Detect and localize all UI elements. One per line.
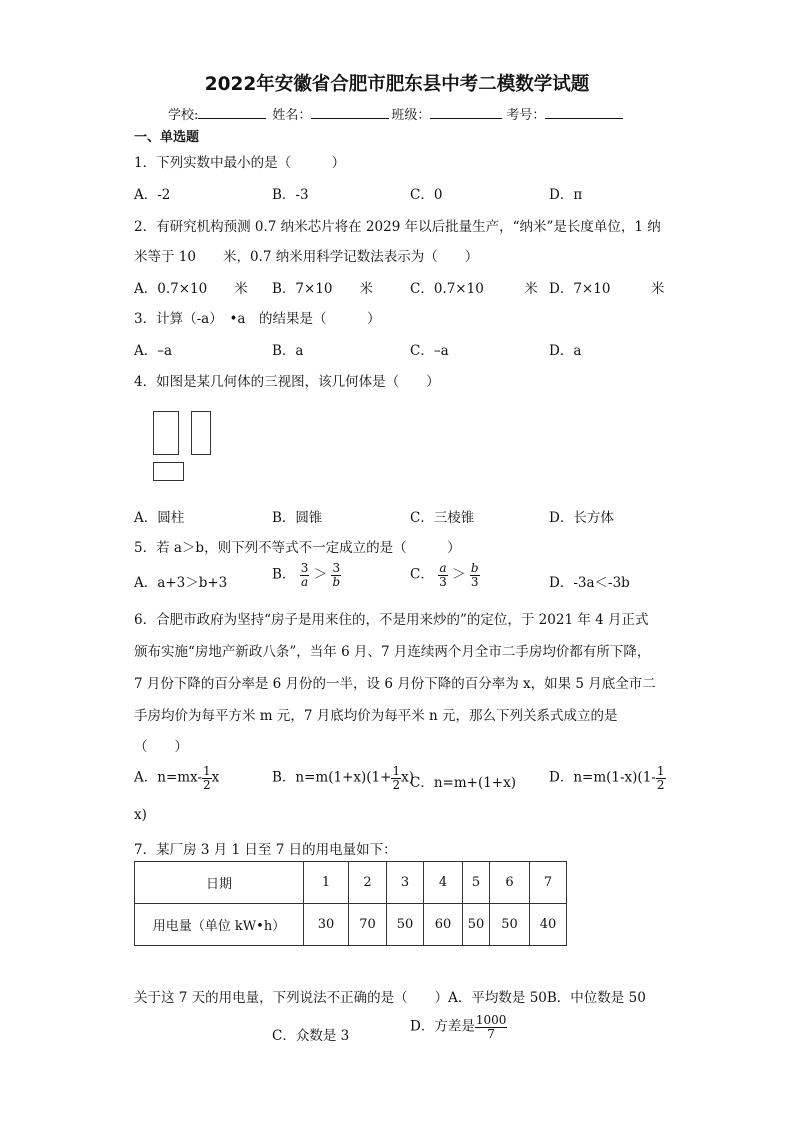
q6-option-b-text: B．n=m(1+x)(1+ bbox=[272, 769, 392, 786]
q2-option-d: D．7×10 米 bbox=[549, 281, 665, 297]
numerator: 1 bbox=[392, 764, 401, 778]
q5-option-c-label: C． bbox=[410, 566, 434, 583]
q5-stem: 5．若 a＞b，则下列不等式不一定成立的是（ ） bbox=[134, 540, 461, 556]
exam-no-label: 考号： bbox=[506, 108, 546, 123]
denominator: b bbox=[332, 574, 341, 589]
fraction bbox=[438, 562, 448, 588]
q5-option-a: A．a+3＞b+3 bbox=[134, 575, 228, 591]
numerator: b bbox=[470, 561, 479, 575]
class-label: 班级： bbox=[391, 108, 431, 123]
fraction bbox=[331, 562, 341, 588]
q6-option-d bbox=[549, 765, 666, 791]
table-cell: 70 bbox=[349, 904, 387, 946]
q6-line1: 6．合肥市政府为坚持“房子是用来住的，不是用来炒的”的定位，于 2021 年 4 月正式 bbox=[134, 612, 649, 628]
denominator: 7 bbox=[487, 1026, 495, 1041]
numerator: 3 bbox=[332, 561, 341, 575]
front-view-rect bbox=[153, 411, 179, 455]
electricity-table bbox=[134, 861, 567, 946]
page-title: 2022年安徽省合肥市肥东县中考二模数学试题 bbox=[204, 74, 590, 95]
q5-option-d: D．-3a＜-3b bbox=[549, 575, 630, 591]
relation: ＞ bbox=[313, 566, 328, 583]
q6-option-d-text: D．n=m(1-x)(1- bbox=[549, 769, 656, 786]
q6-option-a bbox=[134, 765, 219, 791]
table-row bbox=[135, 862, 567, 904]
q1-stem: 1．下列实数中最小的是（ ） bbox=[134, 155, 346, 171]
table-cell: 60 bbox=[424, 904, 463, 946]
q6-line2: 颁布实施“房地产新政八条”，当年 6 月、7 月连续两个月全市二手房均价都有所下降， bbox=[134, 644, 651, 660]
q6-line5: （ ） bbox=[134, 739, 188, 755]
numerator: 1 bbox=[203, 764, 211, 778]
denominator: 2 bbox=[392, 777, 401, 792]
class-blank bbox=[430, 106, 502, 119]
school-label: 学校: bbox=[168, 108, 199, 123]
table-cell: 2 bbox=[349, 862, 387, 904]
q6-line4: 手房均价为每平方米 m 元，7 月底均价为每平米 n 元，那么下列关系式成立的是 bbox=[134, 708, 618, 724]
q7-option-c: C．众数是 3 bbox=[272, 1028, 350, 1044]
table-row bbox=[135, 904, 567, 946]
q3-option-a: A．–a bbox=[134, 343, 173, 359]
q6-option-c: C．n=m+(1+x) bbox=[410, 775, 516, 791]
q7-stem: 7．某厂房 3 月 1 日至 7 日的用电量如下： bbox=[134, 842, 397, 858]
fraction-half bbox=[391, 765, 401, 791]
table-cell: 40 bbox=[530, 904, 567, 946]
q6-option-a-text: A．n=mx- bbox=[134, 769, 202, 786]
q3-option-c: C．–a bbox=[410, 343, 449, 359]
q4-option-d: D．长方体 bbox=[549, 510, 614, 526]
name-blank bbox=[311, 106, 389, 119]
q4-option-a: A．圆柱 bbox=[134, 510, 185, 526]
q6-option-b-tail: x) bbox=[401, 769, 414, 786]
q4-option-c: C．三棱锥 bbox=[410, 510, 475, 526]
table-cell: 50 bbox=[490, 904, 530, 946]
fraction bbox=[300, 562, 310, 588]
top-view-rect bbox=[153, 462, 184, 481]
q5-option-b bbox=[272, 562, 341, 588]
table-cell: 50 bbox=[463, 904, 490, 946]
denominator: 3 bbox=[470, 574, 479, 589]
relation: ＞ bbox=[452, 566, 466, 583]
q1-option-c: C．0 bbox=[410, 187, 443, 203]
table-cell: 7 bbox=[530, 862, 567, 904]
q5-option-b-label: B． bbox=[272, 566, 296, 583]
numerator: a bbox=[439, 561, 447, 575]
numerator: 1000 bbox=[475, 1013, 507, 1027]
q7-question: 关于这 7 天的用电量，下列说法不正确的是（ ）A．平均数是 50B．中位数是 50 bbox=[134, 990, 646, 1006]
numerator: 3 bbox=[300, 561, 309, 575]
table-cell: 4 bbox=[424, 862, 463, 904]
q6-line3: 7 月份下降的百分率是 6 月份的一半，设 6 月份下降的百分率为 x，如果 5 月底全市二 bbox=[134, 676, 656, 692]
q6-option-b bbox=[272, 765, 414, 791]
exam-no-blank bbox=[545, 106, 623, 119]
denominator: a bbox=[300, 574, 309, 589]
table-cell: 30 bbox=[304, 904, 349, 946]
q2-line1: 2．有研究机构预测 0.7 纳米芯片将在 2029 年以后批量生产，“纳米”是长度单位，1 纳 bbox=[134, 219, 661, 235]
q2-option-b: B．7×10 米 bbox=[272, 281, 373, 297]
side-view-rect bbox=[191, 411, 211, 455]
q3-option-d: D．a bbox=[549, 343, 582, 359]
table-header-cell: 用电量（单位 kW•h） bbox=[135, 904, 304, 946]
student-info-row bbox=[168, 104, 623, 123]
q3-option-b: B．a bbox=[272, 343, 304, 359]
fraction bbox=[475, 1014, 508, 1040]
denominator: 2 bbox=[656, 777, 665, 792]
q5-option-c bbox=[410, 562, 480, 588]
q2-option-c: C．0.7×10 米 bbox=[410, 281, 538, 297]
denominator: 3 bbox=[439, 574, 447, 589]
q1-option-b: B．-3 bbox=[272, 187, 309, 203]
fraction-half bbox=[202, 765, 212, 791]
table-header-cell: 日期 bbox=[135, 862, 304, 904]
section-heading: 一、单选题 bbox=[134, 130, 200, 145]
q7-option-d-text: D．方差是 bbox=[410, 1018, 475, 1035]
table-cell: 50 bbox=[387, 904, 424, 946]
fraction bbox=[470, 562, 480, 588]
q2-option-a: A．0.7×10 米 bbox=[134, 281, 248, 297]
fraction-half bbox=[656, 765, 666, 791]
q4-stem: 4．如图是某几何体的三视图，该几何体是（ ） bbox=[134, 374, 440, 390]
table-cell: 1 bbox=[304, 862, 349, 904]
school-blank bbox=[198, 106, 266, 119]
q2-line2: 米等于 10 米，0.7 纳米用科学记数法表示为（ ） bbox=[134, 249, 479, 265]
q1-option-d: D．π bbox=[549, 187, 583, 203]
q1-option-a: A．-2 bbox=[134, 187, 171, 203]
q6-option-a-tail: x bbox=[211, 769, 220, 786]
denominator: 2 bbox=[203, 777, 211, 792]
table-cell: 3 bbox=[387, 862, 424, 904]
q6-option-d-tail: x) bbox=[134, 807, 147, 823]
numerator: 1 bbox=[656, 764, 665, 778]
table-cell: 5 bbox=[463, 862, 490, 904]
q7-option-d bbox=[410, 1014, 507, 1040]
q3-stem: 3．计算（-a） •a 的结果是（ ） bbox=[134, 311, 381, 327]
q4-option-b: B．圆锥 bbox=[272, 510, 323, 526]
table-cell: 6 bbox=[490, 862, 530, 904]
name-label: 姓名： bbox=[272, 108, 312, 123]
